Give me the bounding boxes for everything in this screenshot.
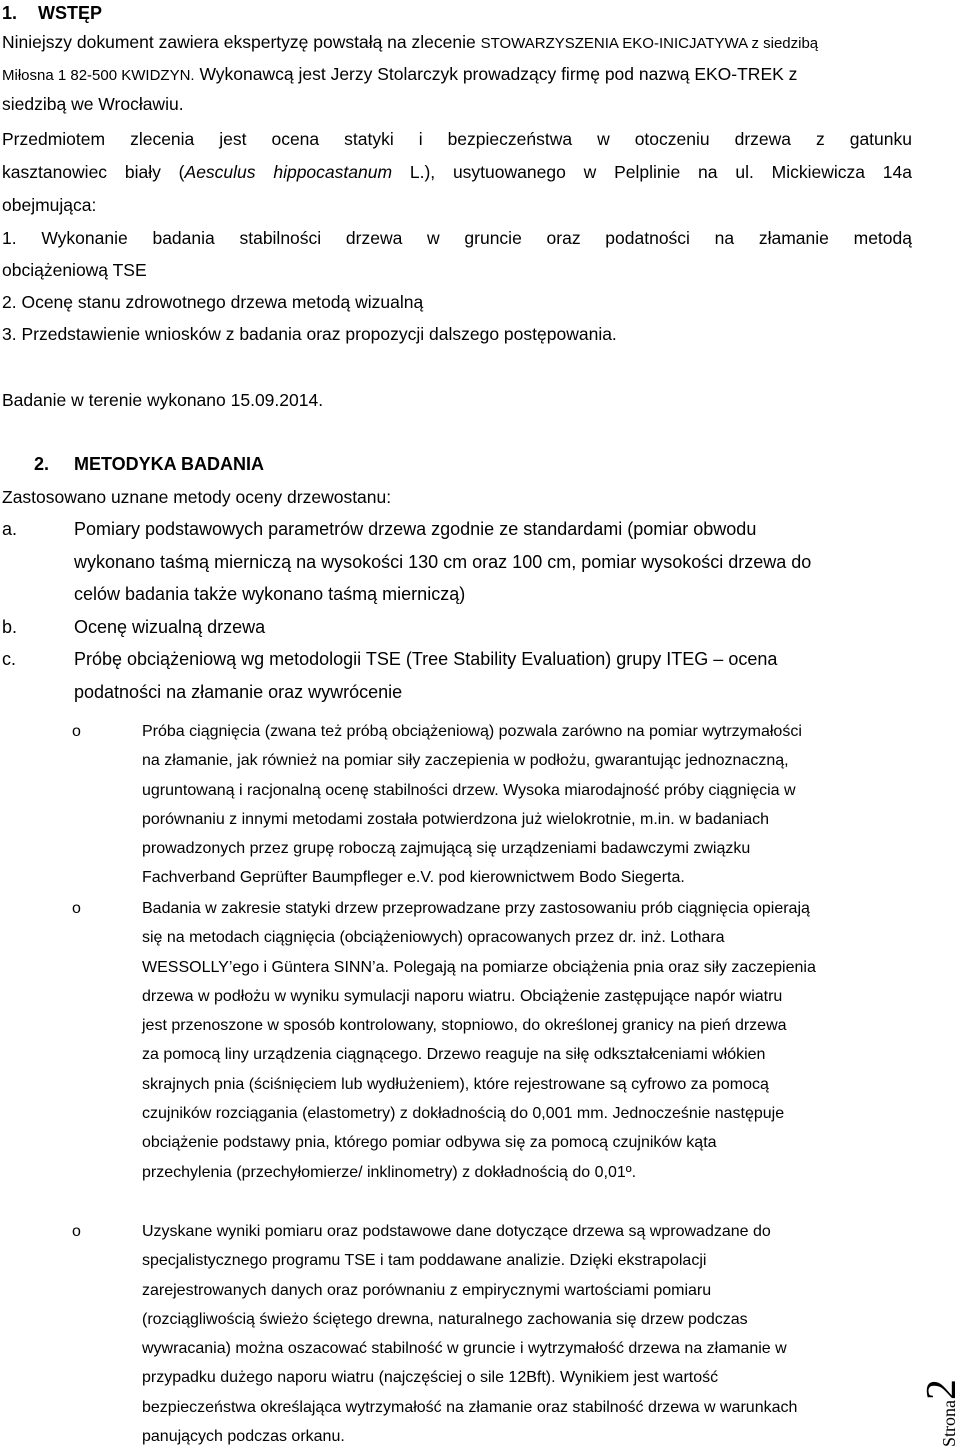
client-address: Miłosna 1 82-500 KWIDZYN. <box>2 67 195 84</box>
page-number-label <box>919 1379 965 1447</box>
page-label: Strona <box>939 1400 959 1447</box>
bullet-text: Uzyskane wyniki pomiaru oraz podstawowe dane dotyczące drzewa są wprowadzane do specjalistycznego programu TSE i tam poddawane analizie. Dzięki ekstrapolacji zarejestrowanych danych oraz porównaniu z empirycznymi wartościami pomiaru (rozciągliwością świeżo ściętego drewna, naturalnego zachowania się drzew podczas wywracania) można oszacować stabilność w gruncie i wytrzymałość drzewa na złamanie w przypadku dużego naporu wiatru (najczęściej o sile 12Bft). Wynikiem jest wartość bezpieczeństwa określająca wytrzymałość na złamanie oraz stabilność drzewa w warunkach panujących podczas orkanu. <box>142 1223 798 1446</box>
method-text: Ocenę wizualną drzewa <box>74 617 266 637</box>
method-text: Próbę obciążeniową wg metodologii TSE (Tree Stability Evaluation) grupy ITEG – ocena podatności na złamanie oraz wywrócenie <box>74 649 778 702</box>
intro-line-4: Przedmiotem zlecenia jest ocena statyki i bezpieczeństwa w otoczeniu drzewa z gatunku <box>2 129 912 149</box>
bullet-text: Próba ciągnięcia (zwana też próbą obciążeniową) pozwala zarówno na pomiar wytrzymałości na złamanie, jak również na pomiar siły zaczepienia w podłożu, gwarantując jednoznaczną, ugruntowaną i racjonalną ocenę stabilności drzew. Wysoka miarodajność próby ciągnięcia w porównaniu z innymi metodami została potwierdzona już wielokrotnie, m.in. w badaniach prowadzonych przez grupę roboczą zajmującą się urządzeniami badawczymi związku Fachverband Geprüfter Baumpfleger e.V. pod kierownictwem Bodo Siegerta. <box>142 723 802 887</box>
intro-line-5-b: L.), usytuowanego w Pelplinie na ul. Mickiewicza 14a <box>392 162 912 182</box>
page-footer <box>919 1335 965 1450</box>
scope-item-2: 2. Ocenę stanu zdrowotnego drzewa metodą wizualną <box>2 292 424 312</box>
intro-line-2 <box>2 60 912 90</box>
intro-line-1-text: Niniejszy dokument zawiera ekspertyzę powstałą na zlecenie <box>2 32 481 52</box>
bullet-marker: o <box>72 723 81 740</box>
intro-line-3: siedzibą we Wrocławiu. <box>2 94 184 114</box>
section-2-heading <box>34 451 264 477</box>
scope-item-1-line-2: obciążeniową TSE <box>2 260 147 280</box>
intro-line-5-a: kasztanowiec biały ( <box>2 162 185 182</box>
intro-line-1 <box>2 28 912 58</box>
bullet-text: Badania w zakresie statyki drzew przeprowadzane przy zastosowaniu prób ciągnięcia opierają się na metodach ciągnięcia (obciążeniowych) opracowanych przez dr. inż. Lothara WESSOLLY’ego i Güntera SINN’a. Polegają na pomiarze obciążenia pnia oraz siły zaczepienia drzewa w podłożu w wyniku symulacji naporu wiatru. Obciążenie zastępujące napór wiatru jest przenoszone w sposób kontrolowany, stopniowo, do określonej granicy na pień drzewa za pomocą liny urządzenia ciągnącego. Drzewo reaguje na siłę odkształceniami włókien skrajnych pnia (ściśnięciem lub wydłużeniem), które rejestrowane są cyfrowo za pomocą czujników rozciągania (elastometry) z dokładnością do 0,001 mm. Jednocześnie następuje obciążenie podstawy pnia, którego pomiar odbywa się za pomocą czujników kąta przechylenia (przechyłomierze/ inklinometry) z dokładnością do 0,01º. <box>142 900 816 1181</box>
survey-date-line: Badanie w terenie wykonano 15.09.2014. <box>2 390 324 410</box>
method-letter: b. <box>2 617 18 637</box>
client-name: STOWARZYSZENIA EKO-INICJATYWA z siedzibą <box>480 35 819 52</box>
scope-item-1-line-1: 1. Wykonanie badania stabilności drzewa w gruncie oraz podatności na złamanie metodą <box>2 228 912 248</box>
method-text: Pomiary podstawowych parametrów drzewa zgodnie ze standardami (pomiar obwodu wykonano taśmą mierniczą na wysokości 130 cm oraz 100 cm, pomiar wysokości drzewa do celów badania także wykonano taśmą mierniczą) <box>74 519 812 604</box>
section-2-lead: Zastosowano uznane metody oceny drzewostanu: <box>2 487 392 507</box>
section-1-number: 1. <box>2 3 18 23</box>
bullet-marker: o <box>72 1223 81 1240</box>
method-letter: c. <box>2 649 17 669</box>
intro-line-6: obejmująca: <box>2 195 97 215</box>
bullet-marker: o <box>72 900 81 917</box>
section-2-title: METODYKA BADANIA <box>74 454 265 474</box>
page-number: 2 <box>919 1379 965 1400</box>
method-letter: a. <box>2 519 18 539</box>
section-1-title: WSTĘP <box>38 3 103 23</box>
intro-line-2-text: Wykonawcą jest Jerzy Stolarczyk prowadzący firmę pod nazwą EKO-TREK z <box>194 64 798 84</box>
scope-item-3: 3. Przedstawienie wniosków z badania oraz propozycji dalszego postępowania. <box>2 324 617 344</box>
intro-line-5 <box>2 158 912 187</box>
section-1-heading <box>2 0 102 26</box>
section-2-number: 2. <box>34 454 50 474</box>
species-latin-name: Aesculus hippocastanum <box>184 162 393 182</box>
